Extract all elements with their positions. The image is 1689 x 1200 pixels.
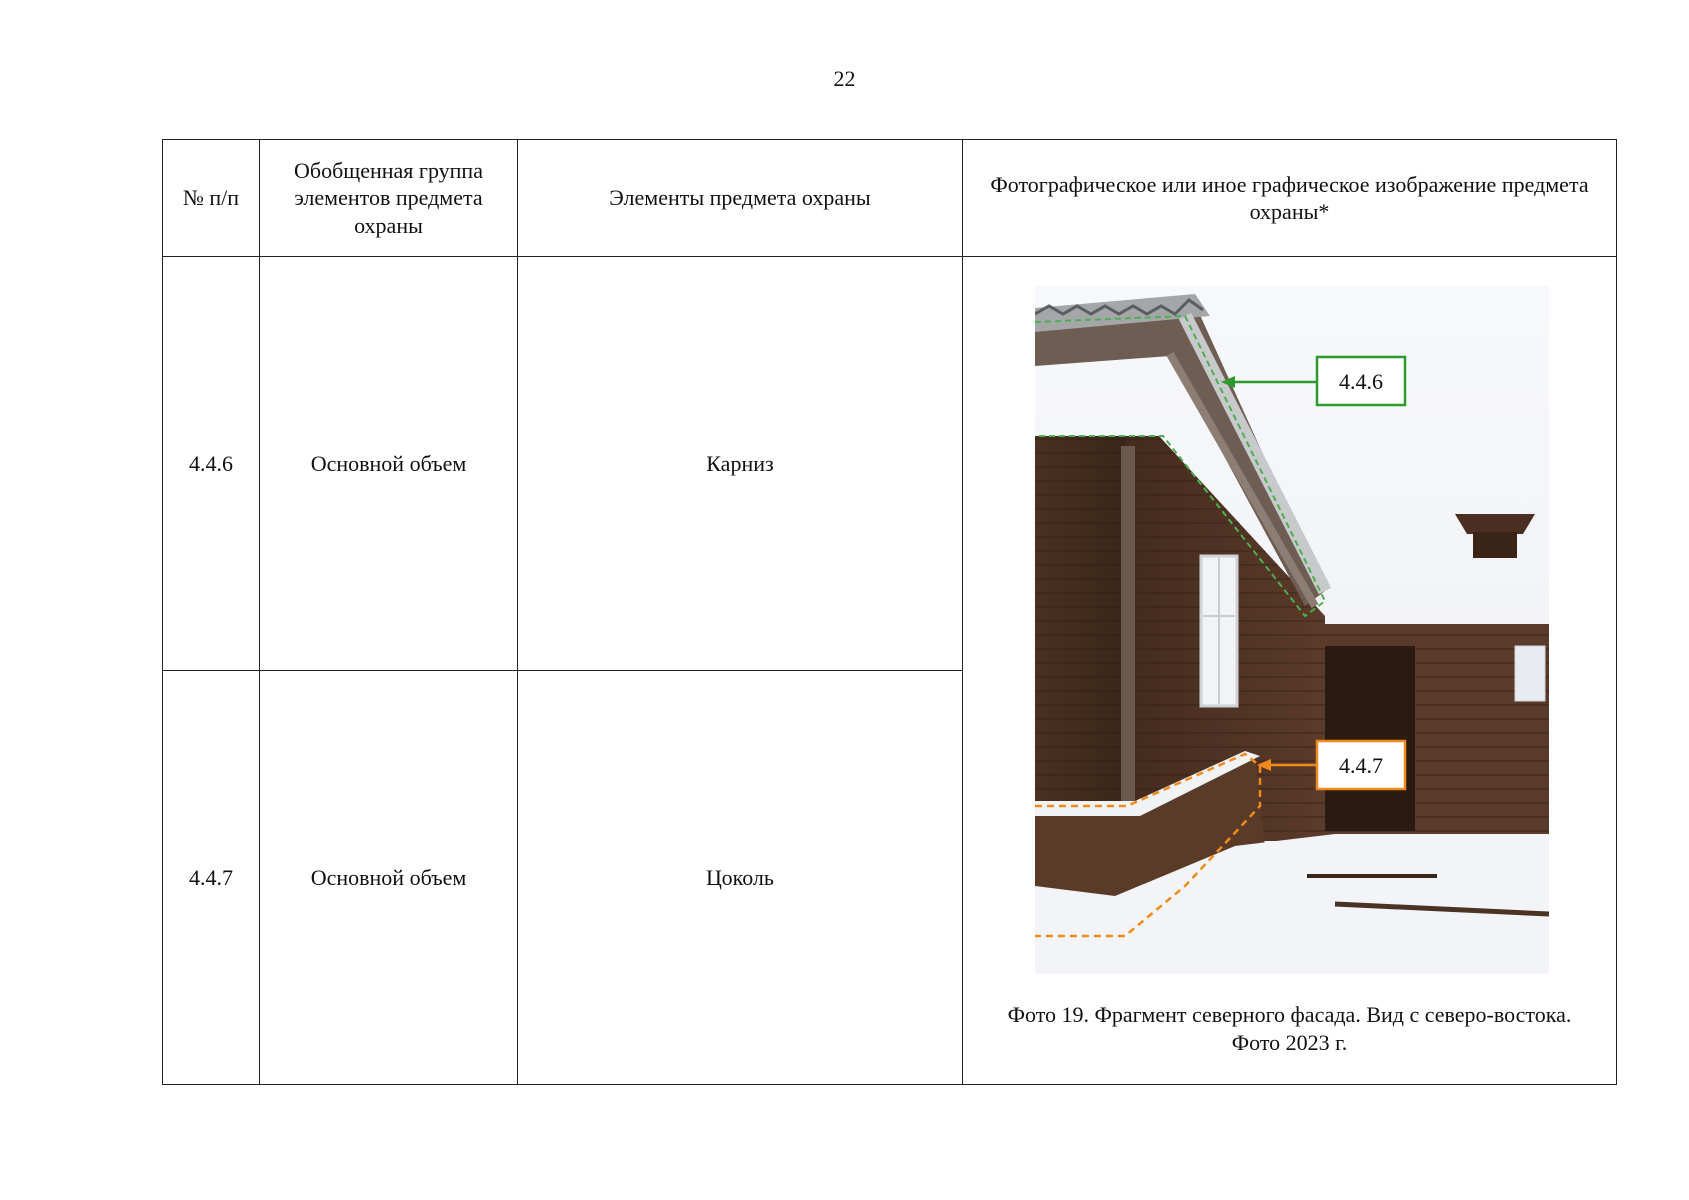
caption-line-2: Фото 2023 г. (1231, 1029, 1348, 1055)
row-element: Карниз (518, 257, 963, 671)
photo-cell (963, 257, 1617, 1085)
row-num: 4.4.7 (163, 671, 260, 1085)
protection-table (162, 139, 1617, 1085)
header-num: № п/п (163, 140, 260, 257)
table-header-row (163, 140, 1617, 257)
caption-line-1: Фото 19. Фрагмент северного фасада. Вид с северо-востока. (1007, 1002, 1572, 1027)
row-group: Основной объем (260, 257, 518, 671)
header-elements: Элементы предмета охраны (518, 140, 963, 257)
table-row (163, 257, 1617, 671)
page-number: 22 (833, 66, 856, 91)
row-element: Цоколь (518, 671, 963, 1085)
row-group: Основной объем (260, 671, 518, 1085)
header-image: Фотографическое или иное графическое изображение предмета охраны* (963, 140, 1617, 257)
callout-4.4.6-label: 4.4.6 (1339, 369, 1383, 394)
facade-photo (1035, 286, 1549, 974)
photo-caption (963, 1001, 1616, 1056)
row-num: 4.4.6 (163, 257, 260, 671)
callout-4.4.7-label: 4.4.7 (1339, 753, 1383, 778)
header-group: Обобщенная группа элементов предмета охраны (260, 140, 518, 257)
